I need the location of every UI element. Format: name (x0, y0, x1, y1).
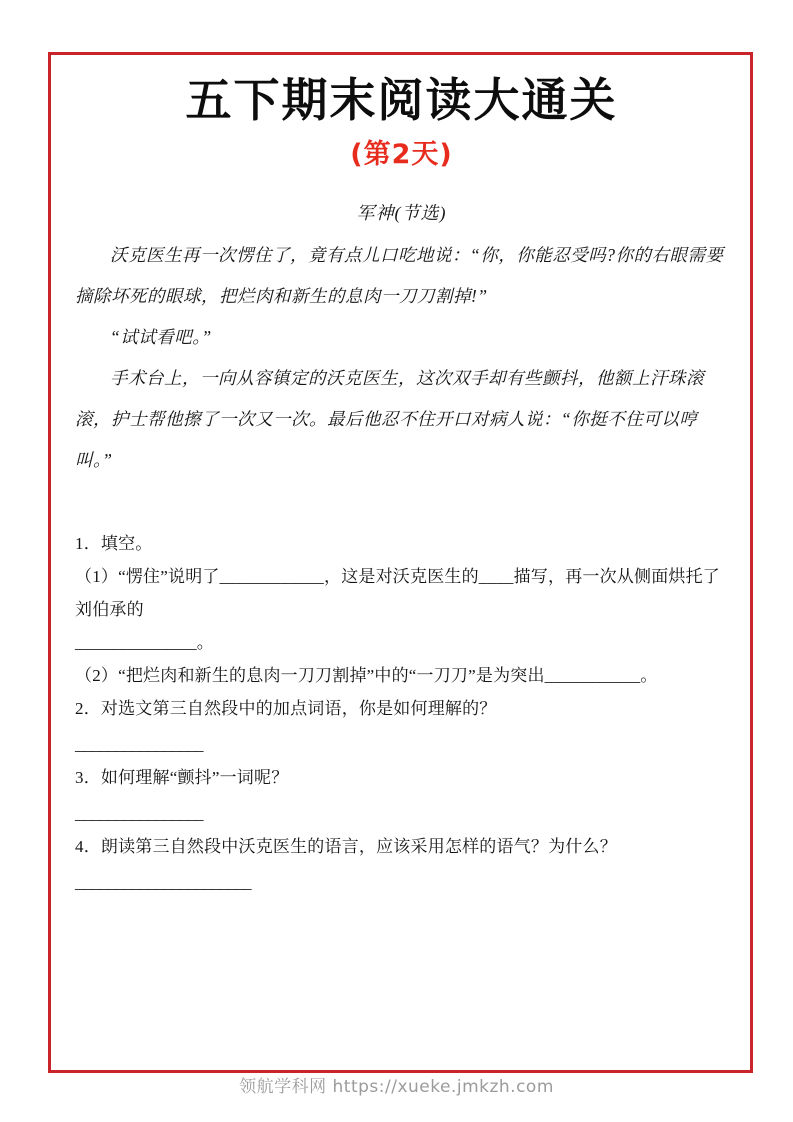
worksheet-page-border (48, 52, 753, 1073)
page-title: 五下期末阅读大通关 (185, 73, 618, 127)
passage-paragraph-2: “试试看吧。” (110, 327, 212, 348)
question-1-sub-1-line-1: （1）“愣住”说明了____________，这是对沃克医生的____描写，再一次从侧面烘托了刘伯承的 (75, 567, 720, 620)
question-4-answer-blank: ______________________ (75, 873, 251, 893)
question-1-label: 1．填空。 (75, 534, 153, 554)
question-2: 2．对选文第三自然段中的加点词语，你是如何理解的？ (75, 699, 497, 719)
reading-passage (75, 235, 728, 481)
question-1-sub-2: （2）“把烂肉和新生的息肉一刀刀割掉”中的“一刀刀”是为突出___________。 (75, 666, 658, 686)
question-2-answer-blank: ________________ (75, 735, 203, 755)
question-1-sub-1-line-2-answer-blank: ______________。 (75, 633, 214, 653)
page-subtitle-day-badge: (第2天) (350, 139, 453, 171)
passage-paragraph-1: 沃克医生再一次愣住了，竟有点儿口吃地说：“你，你能忍受吗?你的右眼需要摘除坏死的眼球，把烂肉和新生的息肉一刀刀割掉!” (75, 245, 724, 307)
question-4: 4．朗读第三自然段中沃克医生的语言，应该采用怎样的语气？为什么？ (75, 837, 617, 857)
question-3-answer-blank: ________________ (75, 804, 203, 824)
passage-title: 军神(节选) (356, 203, 447, 224)
question-3: 3．如何理解“颤抖”一词呢？ (75, 768, 289, 788)
question-list (75, 527, 728, 899)
passage-paragraph-3: 手术台上，一向从容镇定的沃克医生，这次双手却有些颤抖，他额上汗珠滚滚，护士帮他擦了一次又一次。最后他忍不住开口对病人说：“你挺不住可以哼叫。” (75, 368, 704, 471)
footer-watermark: 领航学科网 https://xueke.jmkzh.com (239, 1077, 554, 1097)
